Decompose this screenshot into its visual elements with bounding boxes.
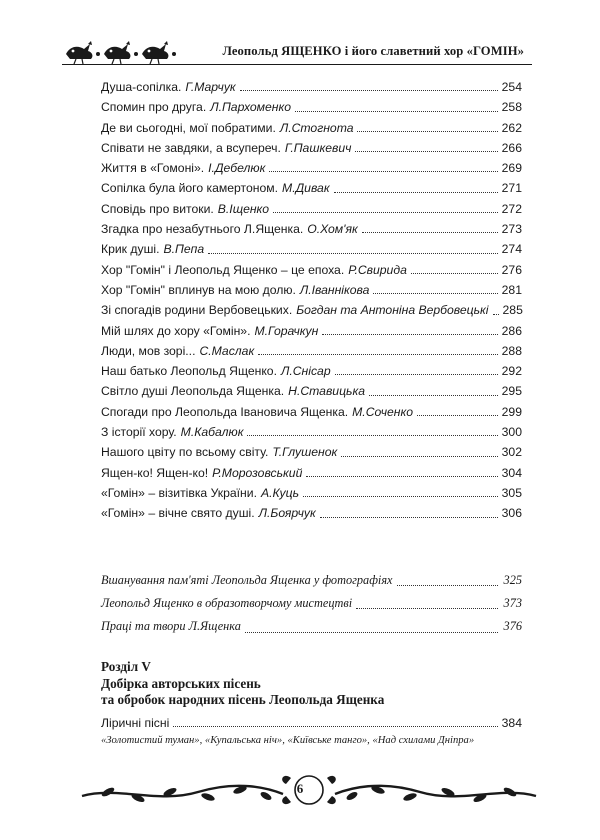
toc-entry-title: Праці та твори Л.Ященка [101, 619, 241, 634]
leader-dots [417, 415, 498, 416]
leader-dots [334, 192, 498, 193]
leader-dots [341, 456, 497, 457]
folk-birds-ornament-icon [62, 38, 182, 64]
toc-entry-author: Н.Ставицька [288, 384, 365, 399]
leader-dots [273, 212, 498, 213]
leader-dots [369, 395, 498, 396]
toc-entry-title: Сопілка була його камертоном. [101, 181, 279, 196]
toc-entry[interactable] [101, 239, 522, 259]
leader-dots [335, 374, 498, 375]
toc-entry-page: 373 [503, 596, 522, 611]
leader-dots [295, 111, 498, 112]
leader-dots [493, 314, 499, 315]
toc-entry-title: Ящен-ко! Ящен-ко! [101, 465, 209, 480]
toc-entry-author: Г.Марчук [185, 80, 236, 94]
toc-entry-title: Сповідь про витоки. [101, 201, 214, 216]
leader-dots [306, 476, 497, 477]
section-label: Розділ V [101, 659, 151, 674]
special-sections-list [101, 569, 522, 639]
toc-entry-page: 266 [501, 140, 522, 155]
header-rule [62, 64, 532, 65]
toc-entry-author: М.Соченко [352, 404, 414, 419]
toc-entry[interactable] [101, 321, 522, 341]
toc-entry-author: І.Дебелюк [208, 161, 266, 176]
leader-dots [362, 232, 498, 233]
section-title-line1: Добірка авторських пісень [101, 675, 261, 691]
toc-entry-page: 304 [501, 465, 522, 480]
leader-dots [247, 435, 497, 436]
toc-entry[interactable] [101, 422, 522, 442]
lyrical-songs-entry [101, 713, 522, 733]
leader-dots [411, 273, 498, 274]
toc-entry-title: Життя в «Гомоні». [101, 161, 205, 176]
toc-entry-author: Богдан та Антоніна Вербовецькі [296, 303, 489, 318]
toc-entry[interactable] [101, 118, 522, 138]
toc-entry-page: 258 [501, 100, 522, 115]
leader-dots [258, 354, 497, 355]
leader-dots [240, 90, 498, 91]
toc-entry[interactable] [101, 260, 522, 280]
table-of-contents [101, 77, 522, 524]
toc-entry[interactable] [101, 483, 522, 503]
toc-entry-author: Г.Пашкевич [284, 140, 352, 155]
toc-entry[interactable] [101, 713, 522, 733]
song-titles: «Золотистий туман», «Купальська ніч», «Київське танго», «Над схилами Дніпра» [101, 735, 475, 746]
leader-dots [397, 585, 498, 586]
leader-dots [208, 253, 498, 254]
toc-entry-title: Леопольд Ященко в образотворчому мистецтві [101, 596, 353, 611]
toc-entry-author: М.Дивак [282, 181, 330, 196]
toc-entry-page: 262 [501, 120, 522, 135]
toc-entry-author: В.Пепа [163, 242, 205, 257]
toc-entry-title: Наш батько Леопольд Ященко. [101, 364, 277, 379]
toc-entry-title: Мій шлях до хору «Гомін». [101, 323, 251, 338]
toc-entry-title: Хор "Гомін" вплинув на мою долю. [101, 282, 296, 297]
toc-entry[interactable] [101, 381, 522, 401]
toc-entry-title: Співати не завдяки, а всупереч. [101, 140, 281, 155]
toc-entry[interactable] [101, 402, 522, 422]
leader-dots [322, 334, 497, 335]
toc-entry-author: Л.Іваннікова [299, 282, 370, 297]
section-title-line2: та обробок народних пісень Леопольда Ященка [101, 692, 385, 707]
toc-entry-page: 305 [501, 485, 522, 500]
leader-dots [373, 293, 497, 294]
toc-entry-page: 376 [503, 619, 522, 634]
toc-entry-page: 292 [501, 364, 522, 379]
toc-entry[interactable] [101, 615, 522, 638]
toc-entry-title: Світло душі Леопольда Ященка. [101, 384, 285, 399]
leader-dots [320, 517, 498, 518]
toc-entry-title: Душа-сопілка. [101, 80, 182, 94]
toc-entry-page: 325 [503, 573, 522, 587]
toc-entry-author: О.Хом'як [307, 222, 358, 237]
toc-entry-page: 288 [501, 343, 522, 358]
toc-entry[interactable] [101, 503, 522, 523]
toc-entry-page: 269 [501, 161, 522, 176]
toc-entry-page: 286 [501, 323, 522, 338]
leader-dots [173, 726, 497, 727]
toc-entry-page: 276 [501, 262, 522, 277]
toc-entry-title: Хор "Гомін" і Леопольд Ященко – це епоха. [101, 262, 345, 277]
leader-dots [356, 608, 498, 609]
toc-entry[interactable] [101, 158, 522, 178]
leader-dots [269, 171, 497, 172]
toc-entry-author: С.Маслак [199, 343, 255, 358]
toc-entry-title: Зі спогадів родини Вербовецьких. [101, 303, 293, 318]
toc-entry-title: Згадка про незабутнього Л.Ященка. [101, 222, 304, 237]
toc-entry-author: Л.Боярчук [258, 506, 316, 521]
toc-entry-page: 299 [501, 404, 522, 419]
toc-entry-author: Р.Свирида [348, 262, 407, 277]
toc-entry[interactable] [101, 199, 522, 219]
toc-entry-page: 302 [501, 445, 522, 460]
toc-entry-page: 285 [502, 303, 523, 318]
toc-entry-title: Спогади про Леопольда Івановича Ященка. [101, 404, 349, 419]
toc-entry[interactable] [101, 219, 522, 239]
toc-entry-page: 271 [501, 181, 522, 196]
toc-entry[interactable] [101, 280, 522, 300]
toc-entry[interactable] [101, 361, 522, 381]
toc-entry[interactable] [101, 442, 522, 462]
toc-entry-page: 254 [501, 80, 522, 94]
section-heading [101, 659, 384, 709]
toc-entry-title: З історії хору. [101, 425, 177, 440]
toc-entry-author: М.Горачкун [254, 323, 319, 338]
toc-entry-title: Ліричні пісні [101, 716, 170, 730]
toc-entry[interactable] [101, 592, 522, 615]
leader-dots [355, 151, 497, 152]
toc-entry-author: Т.Глушенок [272, 445, 338, 460]
toc-entry-author: Л.Стогнота [279, 120, 354, 135]
header-title: Леопольд ЯЩЕНКО і його славетний хор «ГОМІН» [222, 44, 524, 58]
toc-entry-title: Вшанування пам'яті Леопольда Ященка у фотографіях [101, 573, 393, 587]
toc-entry-author: Л.Снісар [280, 364, 331, 379]
leader-dots [357, 131, 497, 132]
toc-entry-page: 306 [501, 506, 522, 521]
toc-entry[interactable] [101, 341, 522, 361]
toc-entry-title: «Гомін» – вічне свято душі. [101, 506, 255, 521]
toc-entry-page: 295 [501, 384, 522, 399]
toc-entry[interactable] [101, 178, 522, 198]
leader-dots [245, 632, 498, 633]
toc-entry[interactable] [101, 77, 522, 97]
leader-dots [303, 496, 498, 497]
toc-entry-page: 273 [501, 222, 522, 237]
page-number: 6 [296, 781, 304, 796]
toc-entry-page: 300 [501, 425, 522, 440]
toc-entry-title: Нашого цвіту по всьому світу. [101, 445, 269, 460]
toc-entry-title: Крик душі. [101, 242, 160, 257]
toc-entry-author: Л.Пархоменко [210, 100, 292, 115]
toc-entry-page: 272 [501, 201, 522, 216]
toc-entry-page: 274 [501, 242, 522, 257]
toc-entry-author: М.Кабалюк [180, 425, 244, 440]
toc-entry[interactable] [101, 138, 522, 158]
toc-entry[interactable] [101, 97, 522, 117]
running-header [62, 34, 532, 68]
toc-entry[interactable] [101, 463, 522, 483]
toc-entry-title: Де ви сьогодні, мої побратими. [101, 120, 276, 135]
toc-entry-author: Р.Морозовський [212, 465, 303, 480]
toc-entry-author: В.Іщенко [217, 201, 270, 216]
toc-entry[interactable] [101, 569, 522, 592]
toc-entry-page: 281 [501, 282, 522, 297]
toc-entry-title: Люди, мов зорі... [101, 343, 196, 358]
toc-entry-author: А.Куць [261, 485, 300, 500]
toc-entry-title: Спомин про друга. [101, 100, 207, 115]
toc-entry[interactable] [101, 300, 522, 320]
toc-entry-page: 384 [501, 716, 522, 730]
toc-entry-title: «Гомін» – візитівка України. [101, 485, 257, 500]
